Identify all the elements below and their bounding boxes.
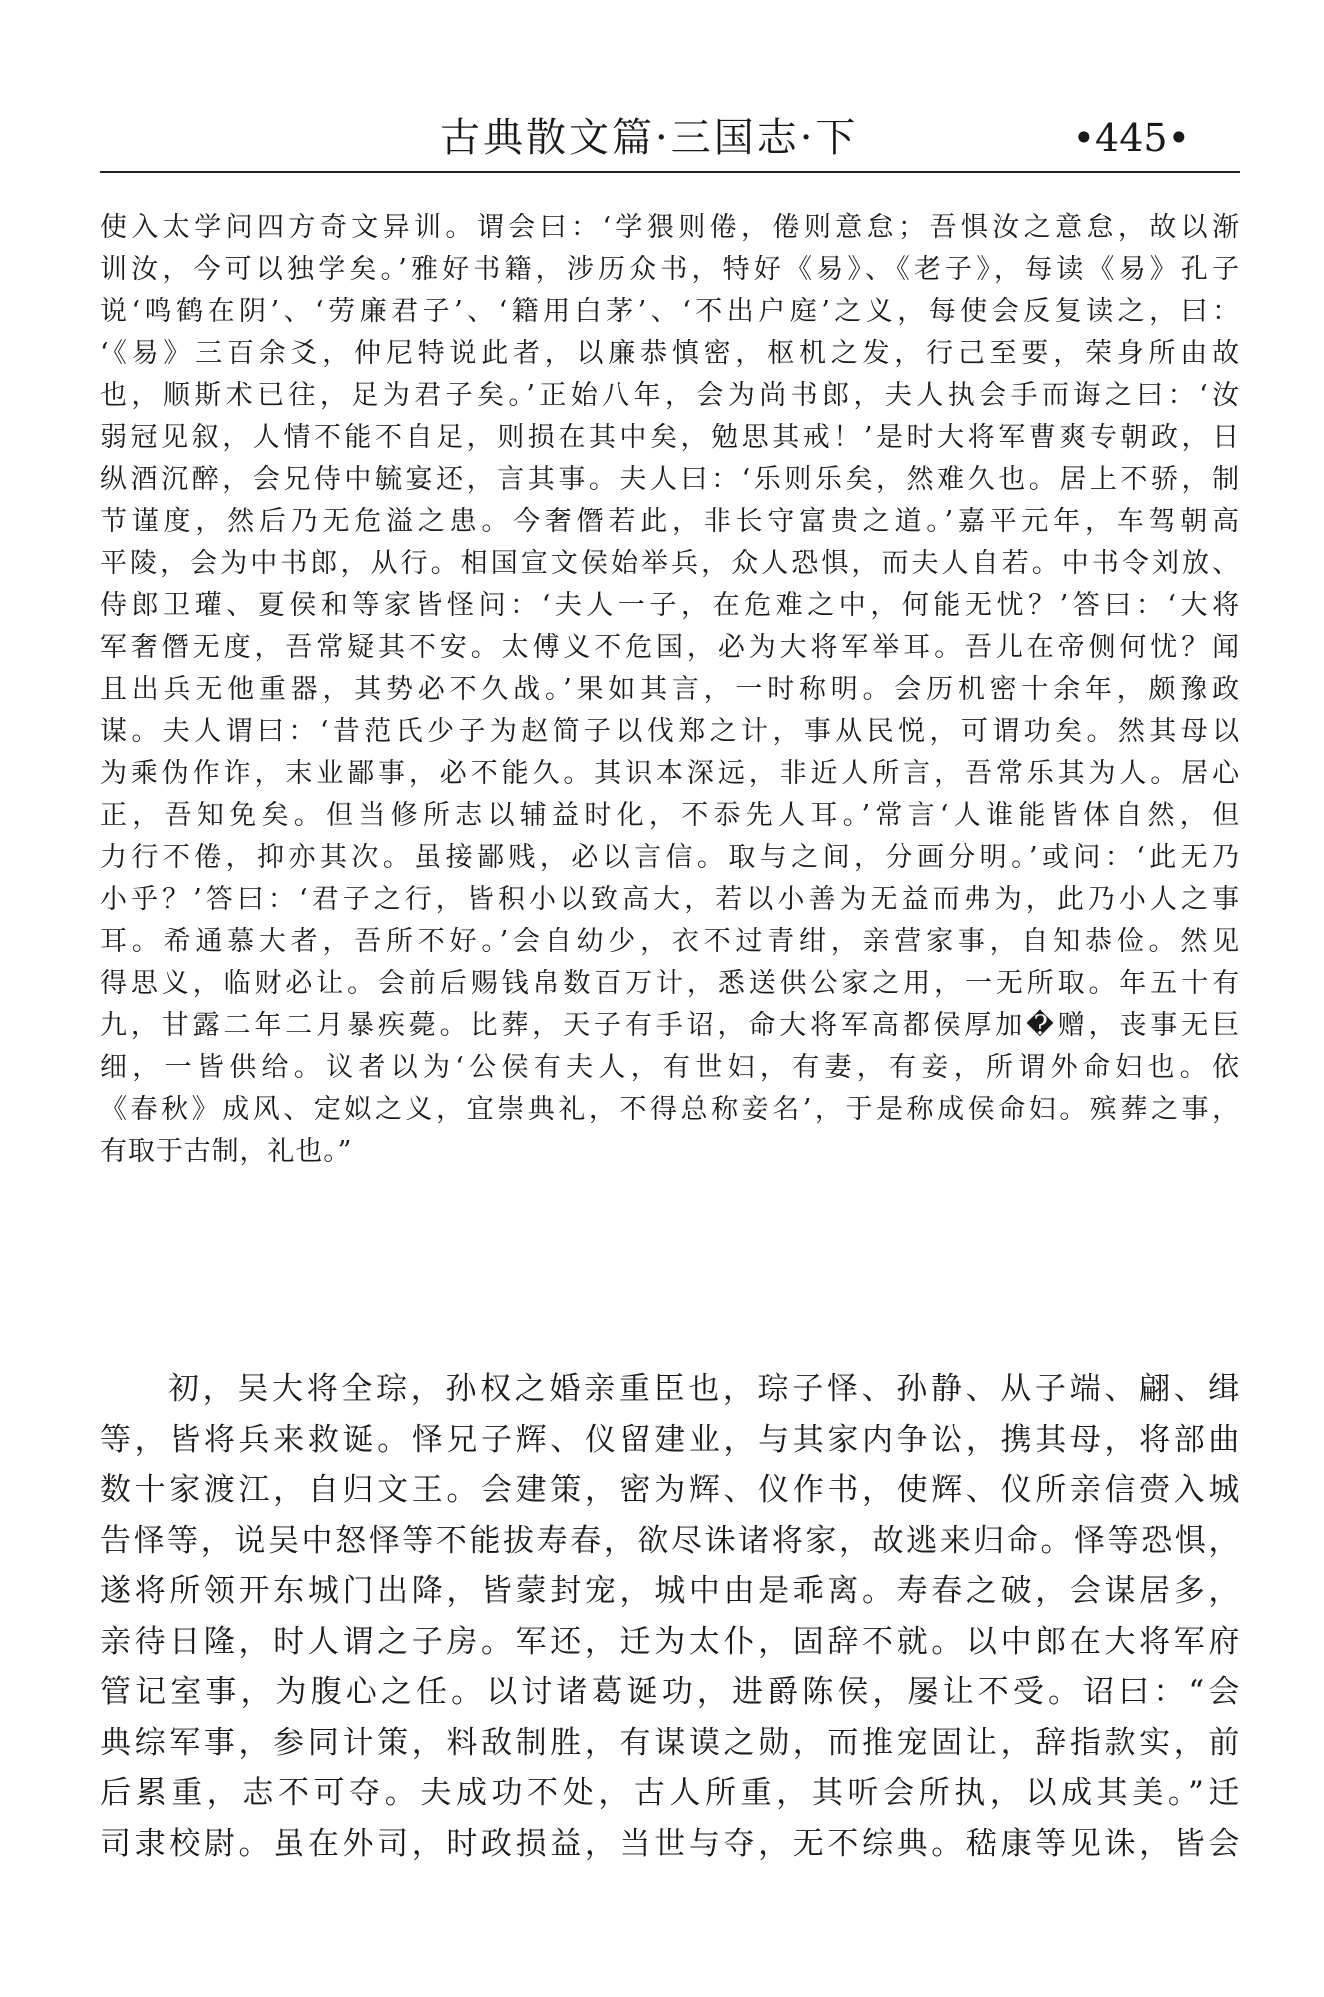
main-text-line: 亲待日隆，时人谓之子房。军还，迁为太仆，固辞不就。以中郎在大将军府	[100, 1623, 1240, 1660]
quote-line: 九，甘露二年二月暴疾薨。比葬，天子有手诏，命大将军高都侯厚加�赠，丧事无巨	[100, 1010, 1240, 1041]
quote-line: 训汝，今可以独学矣。’雅好书籍，涉历众书，特好《易》、《老子》，每读《易》孔子	[100, 254, 1240, 285]
main-text-line: 司隶校尉。虽在外司，时政损益，当世与夺，无不综典。嵇康等见诛，皆会	[100, 1825, 1240, 1862]
page-number: •445•	[1072, 116, 1190, 160]
quote-line: 有取于古制，礼也。”	[100, 1136, 353, 1167]
quote-line: 《春秋》成风、定姒之义，宜崇典礼，不得总称妾名’，于是称成侯命妇。殡葬之事，	[100, 1094, 1240, 1125]
main-text-line: 告怿等，说吴中怒怿等不能拔寿春，欲尽诛诸将家，故逃来归命。怿等恐惧，	[100, 1522, 1240, 1559]
quote-line: 说‘鸣鹤在阴’、‘劳廉君子’、‘籍用白茅’、‘不出户庭’之义，每使会反复读之，曰：	[100, 296, 1240, 327]
main-text-line: 初，吴大将全琮，孙权之婚亲重臣也，琮子怿、孙静、从子端、翩、缉	[168, 1371, 1240, 1407]
quote-line: 且出兵无他重器，其势必不久战。’果如其言，一时称明。会历机密十余年，颇豫政	[100, 674, 1240, 705]
quote-line: 节谨度，然后乃无危溢之患。今奢僭若此，非长守富贵之道。’嘉平元年，车驾朝高	[100, 506, 1240, 537]
quote-line: 力行不倦，抑亦其次。虽接鄙贱，必以言信。取与之间，分画分明。’或问：‘此无乃	[100, 842, 1240, 873]
quote-line: 耳。希通慕大者，吾所不好。’会自幼少，衣不过青绀，亲营家事，自知恭俭。然见	[100, 926, 1240, 957]
quote-line: 弱冠见叙，人情不能不自足，则损在其中矣，勉思其戒！’是时大将军曹爽专朝政，日	[100, 422, 1240, 453]
quote-line: 使入太学问四方奇文异训。谓会曰：‘学猥则倦，倦则意怠；吾惧汝之意怠，故以渐	[100, 212, 1240, 243]
quote-line: 纵酒沉醉，会兄侍中毓宴还，言其事。夫人曰：‘乐则乐矣，然难久也。居上不骄，制	[100, 464, 1240, 495]
quote-line: 细，一皆供给。议者以为‘公侯有夫人，有世妇，有妻，有妾，所谓外命妇也。依	[100, 1052, 1240, 1083]
main-text-block	[100, 1364, 1240, 1869]
main-text-line: 遂将所领开东城门出降，皆蒙封宠，城中由是乖离。寿春之破，会谋居多，	[100, 1573, 1240, 1609]
main-text-line: 等，皆将兵来救诞。怿兄子辉、仪留建业，与其家内争讼，携其母，将部曲	[100, 1421, 1240, 1458]
quote-line: 侍郎卫瓘、夏侯和等家皆怪问：‘夫人一子，在危难之中，何能无忧？’答曰：‘大将	[100, 590, 1240, 621]
main-text-line: 后累重，志不可夺。夫成功不处，古人所重，其听会所执，以成其美。”迁	[100, 1775, 1240, 1811]
main-text-line: 管记室事，为腹心之任。以讨诸葛诞功，进爵陈侯，屡让不受。诏曰：“会	[100, 1674, 1240, 1710]
quote-line: 也，顺斯术已往，足为君子矣。’正始八年，会为尚书郎，夫人执会手而诲之曰：‘汝	[100, 380, 1240, 411]
quote-line: 平陵，会为中书郎，从行。相国宣文侯始举兵，众人恐惧，而夫人自若。中书令刘放、	[100, 548, 1240, 579]
quote-line: ‘《易》三百余爻，仲尼特说此者，以廉恭慎密，枢机之发，行己至要，荣身所由故	[100, 338, 1240, 369]
quote-line: 小乎？’答曰：‘君子之行，皆积小以致高大，若以小善为无益而弗为，此乃小人之事	[100, 884, 1240, 915]
running-header	[100, 108, 1240, 168]
quote-line: 为乘伪作诈，末业鄙事，必不能久。其识本深远，非近人所言，吾常乐其为人。居心	[100, 758, 1240, 789]
quote-line: 军奢僭无度，吾常疑其不安。太傅义不危国，必为大将军举耳。吾儿在帝侧何忧？闻	[100, 632, 1240, 663]
quoted-annotation-block	[100, 207, 1240, 1173]
quote-line: 得思义，临财必让。会前后赐钱帛数百万计，悉送供公家之用，一无所取。年五十有	[100, 968, 1240, 999]
quote-line: 谋。夫人谓曰：‘昔范氏少子为赵简子以伐郑之计，事从民悦，可谓功矣。然其母以	[100, 716, 1240, 747]
quote-line: 正，吾知免矣。但当修所志以辅益时化，不忝先人耳。’常言‘人谁能皆体自然，但	[100, 800, 1240, 831]
main-text-line: 典综军事，参同计策，料敌制胜，有谋谟之勋，而推宠固让，辞指款实，前	[100, 1724, 1240, 1761]
main-text-line: 数十家渡江，自归文王。会建策，密为辉、仪作书，使辉、仪所亲信赍入城	[100, 1472, 1240, 1508]
header-rule	[100, 171, 1240, 173]
header-title: 古典散文篇·三国志·下	[440, 115, 859, 161]
